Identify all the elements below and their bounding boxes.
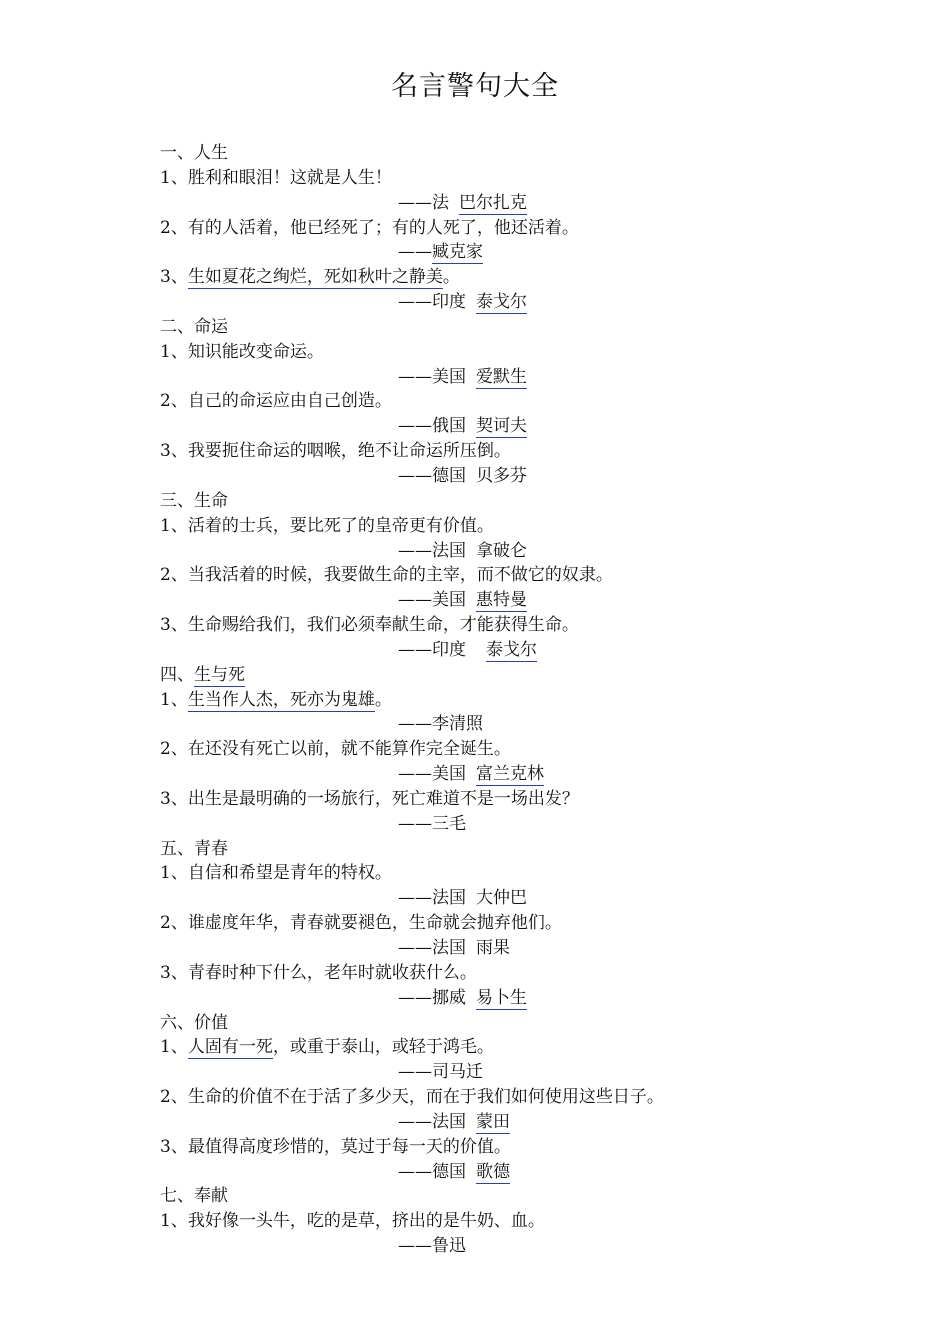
quote-text: 2、自己的命运应由自己创造。 <box>160 391 392 412</box>
quote-text: 1、活着的士兵，要比死了的皇帝更有价值。 <box>160 515 494 536</box>
quote-text: 2、有的人活着，他已经死了；有的人死了，他还活着。 <box>160 217 579 238</box>
author-link[interactable]: 富兰克林 <box>476 764 544 785</box>
author-country: 印度 <box>432 292 466 313</box>
quote-attribution <box>160 414 880 439</box>
author-country: 印度 <box>432 639 466 660</box>
section-heading: 一、人生 <box>160 143 228 163</box>
quote-tail: 。 <box>442 267 460 288</box>
author-link[interactable]: 易卜生 <box>476 987 527 1008</box>
quote-attribution <box>160 1160 880 1185</box>
heading-link[interactable]: 生与死 <box>194 664 245 685</box>
quote-text: 3、生命赐给我们，我们必须奉献生命，才能获得生命。 <box>160 615 579 636</box>
quote-text: 1、胜利和眼泪！这就是人生！ <box>160 167 392 188</box>
quote-attribution <box>160 539 880 564</box>
attribution-dash: —— <box>398 1161 432 1182</box>
author-link[interactable]: 爱默生 <box>476 366 527 387</box>
author-country: 美国 <box>432 590 466 611</box>
quote-attribution <box>160 240 880 265</box>
author-name: 鲁迅 <box>432 1236 466 1257</box>
author-country: 法国 <box>432 1111 466 1132</box>
quote-attribution <box>160 936 880 961</box>
attribution-dash: —— <box>398 292 432 313</box>
author-country: 美国 <box>432 366 466 387</box>
author-country: 法国 <box>432 540 466 561</box>
author-country: 法国 <box>432 888 466 909</box>
attribution-dash: —— <box>398 1062 432 1083</box>
attribution-dash: —— <box>398 540 432 561</box>
quote-attribution <box>160 762 880 787</box>
author-name: 司马迁 <box>432 1062 483 1083</box>
quote-attribution <box>160 290 880 315</box>
attribution-dash: —— <box>398 590 432 611</box>
author-link[interactable]: 蒙田 <box>476 1111 510 1132</box>
author-link[interactable]: 惠特曼 <box>476 590 527 611</box>
quote-text: 3、青春时种下什么，老年时就收获什么。 <box>160 962 477 983</box>
author-name: 雨果 <box>476 938 510 958</box>
attribution-dash: —— <box>398 1236 432 1257</box>
section-heading: 七、奉献 <box>160 1186 228 1207</box>
author-link[interactable]: 泰戈尔 <box>476 292 527 313</box>
quote-text: 3、出生是最明确的一场旅行，死亡难道不是一场出发？ <box>160 788 579 809</box>
quote-tail: ，或重于泰山，或轻于鸿毛。 <box>272 1037 494 1058</box>
author-name: 贝多芬 <box>476 465 527 486</box>
author-country: 美国 <box>432 764 466 785</box>
quote-attribution <box>160 464 880 489</box>
quote-link[interactable]: 人固有一死 <box>187 1037 273 1058</box>
section-heading: 六、价值 <box>160 1012 228 1033</box>
attribution-dash: —— <box>398 242 432 263</box>
author-country: 挪威 <box>432 987 466 1008</box>
section-heading <box>160 663 880 688</box>
attribution-dash: —— <box>398 1111 432 1132</box>
author-link[interactable]: 契诃夫 <box>476 416 527 437</box>
attribution-dash: —— <box>398 938 432 958</box>
attribution-dash: —— <box>398 813 432 834</box>
author-link[interactable]: 巴尔扎克 <box>459 192 527 213</box>
quote-tail: 。 <box>374 689 392 710</box>
quote-attribution <box>160 986 880 1011</box>
author-country: 法国 <box>432 938 466 958</box>
quote-text: 1、知识能改变命运。 <box>160 341 324 362</box>
quote-text: 3、我要扼住命运的咽喉，绝不让命运所压倒。 <box>160 441 511 462</box>
document-body <box>160 141 880 1259</box>
quote-attribution <box>160 886 880 911</box>
quote-text <box>160 265 880 290</box>
attribution-dash: —— <box>398 987 432 1008</box>
author-country: 法 <box>432 192 449 213</box>
quote-attribution <box>160 1110 880 1135</box>
quote-attribution <box>160 1060 880 1085</box>
quote-text: 2、生命的价值不在于活了多少天，而在于我们如何使用这些日子。 <box>160 1087 664 1108</box>
author-link[interactable]: 泰戈尔 <box>486 639 537 660</box>
attribution-dash: —— <box>398 192 432 213</box>
author-name: 李清照 <box>432 714 483 735</box>
author-country: 德国 <box>432 1161 466 1182</box>
document-title: 名言警句大全 <box>391 71 559 102</box>
attribution-dash: —— <box>398 366 432 387</box>
quote-attribution <box>160 365 880 390</box>
quote-text <box>160 688 880 713</box>
author-country: 德国 <box>432 465 466 486</box>
author-country: 俄国 <box>432 416 466 437</box>
section-heading: 五、青春 <box>160 838 228 859</box>
section-heading: 二、命运 <box>160 316 228 337</box>
quote-attribution <box>160 812 880 837</box>
quote-number: 1、 <box>160 689 188 710</box>
quote-attribution <box>160 638 880 663</box>
author-name: 拿破仑 <box>476 540 527 561</box>
quote-text: 2、当我活着的时候，我要做生命的主宰，而不做它的奴隶。 <box>160 565 613 586</box>
attribution-dash: —— <box>398 639 432 660</box>
quote-text <box>160 1035 880 1060</box>
author-link[interactable]: 歌德 <box>476 1161 510 1182</box>
author-name: 大仲巴 <box>476 888 527 909</box>
section-heading: 三、生命 <box>160 490 228 511</box>
quote-attribution <box>160 712 880 737</box>
quote-text: 1、自信和希望是青年的特权。 <box>160 863 392 884</box>
attribution-dash: —— <box>398 714 432 735</box>
quote-number: 1、 <box>160 1037 188 1058</box>
quote-attribution <box>160 191 880 216</box>
quote-link[interactable]: 生当作人杰，死亦为鬼雄 <box>187 689 375 710</box>
attribution-dash: —— <box>398 416 432 437</box>
attribution-dash: —— <box>398 888 432 909</box>
quote-text: 3、最值得高度珍惜的，莫过于每一天的价值。 <box>160 1136 511 1157</box>
quote-text: 2、在还没有死亡以前，就不能算作完全诞生。 <box>160 739 511 760</box>
author-name: 三毛 <box>432 813 466 834</box>
quote-attribution <box>160 588 880 613</box>
heading-number: 四、 <box>160 664 194 685</box>
quote-link[interactable]: 生如夏花之绚烂，死如秋叶之静美 <box>187 267 443 288</box>
quote-text: 2、谁虚度年华，青春就要褪色，生命就会抛弃他们。 <box>160 913 562 934</box>
quote-attribution <box>160 1234 880 1259</box>
author-link[interactable]: 臧克家 <box>432 242 483 263</box>
quote-number: 3、 <box>160 267 188 288</box>
attribution-dash: —— <box>398 764 432 785</box>
attribution-dash: —— <box>398 465 432 486</box>
quote-text: 1、我好像一头牛，吃的是草，挤出的是牛奶、血。 <box>160 1211 545 1232</box>
